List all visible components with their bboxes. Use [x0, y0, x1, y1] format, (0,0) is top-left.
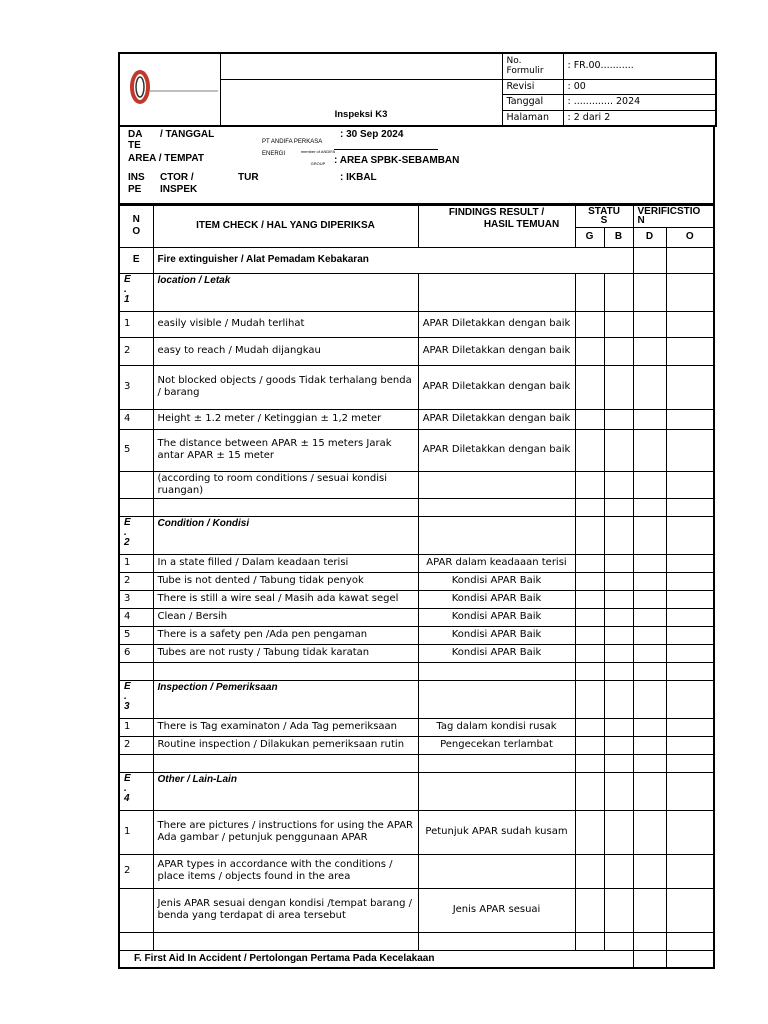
subsection-header: [119, 680, 714, 718]
check-cell: [633, 680, 666, 718]
row-item: Tubes are not rusty / Tabung tidak karatan: [153, 644, 418, 662]
check-cell: [604, 888, 633, 932]
check-cell: [666, 554, 714, 572]
empty-cell: [604, 754, 633, 772]
check-cell: [604, 590, 633, 608]
check-cell: [575, 680, 604, 718]
col-findings: FINDINGS RESULT / HASIL TEMUAN: [418, 205, 575, 247]
check-cell: [575, 572, 604, 590]
check-cell: [604, 554, 633, 572]
check-cell: [604, 644, 633, 662]
empty-cell: [604, 932, 633, 950]
empty-cell: [119, 498, 153, 516]
empty-cell: [153, 662, 418, 680]
row-finding: APAR Diletakkan dengan baik: [418, 365, 575, 409]
row-no: 5: [119, 626, 153, 644]
check-cell: [575, 337, 604, 365]
check-cell: [633, 365, 666, 409]
inspector-value: : IKBAL: [340, 171, 377, 183]
check-cell: [666, 772, 714, 810]
empty-cell: [604, 498, 633, 516]
check-cell: [666, 516, 714, 554]
check-cell: [575, 590, 604, 608]
table-row: [119, 409, 714, 429]
check-cell: [633, 736, 666, 754]
findings-cell: [418, 516, 575, 554]
empty-cell: [633, 754, 666, 772]
row-finding: APAR Diletakkan dengan baik: [418, 311, 575, 337]
check-cell: [575, 888, 604, 932]
check-cell: [666, 810, 714, 854]
info-block: [118, 127, 715, 205]
table-row: [119, 718, 714, 736]
check-cell: [633, 471, 666, 498]
row-no: 6: [119, 644, 153, 662]
row-finding: APAR dalam keadaaan terisi: [418, 554, 575, 572]
table-row: [119, 590, 714, 608]
field-label: Tanggal: [502, 94, 563, 110]
check-cell: [666, 471, 714, 498]
row-no: 1: [119, 810, 153, 854]
row-no: 1: [119, 554, 153, 572]
check-cell: [604, 273, 633, 311]
empty-cell: [666, 498, 714, 516]
empty-cell: [604, 662, 633, 680]
check-cell: [666, 680, 714, 718]
check-cell: [575, 409, 604, 429]
subsection-header: [119, 273, 714, 311]
check-cell: [575, 365, 604, 409]
check-cell: [604, 516, 633, 554]
row-no: 3: [119, 590, 153, 608]
inspection-form: [118, 52, 715, 969]
field-value: : 00: [563, 79, 716, 94]
inspector-label-c: TUR: [238, 171, 259, 183]
row-finding: [418, 854, 575, 888]
check-cell: [633, 590, 666, 608]
check-cell: [633, 644, 666, 662]
row-item: (according to room conditions / sesuai kondisi ruangan): [153, 471, 418, 498]
e2-section: [119, 516, 714, 680]
subsection-no: E . 2: [119, 516, 153, 554]
check-cell: [666, 608, 714, 626]
inspector-label-e: INSPEK: [160, 183, 198, 195]
check-cell: [604, 409, 633, 429]
section-e-no: E: [119, 247, 153, 273]
empty-cell: [575, 754, 604, 772]
row-no: 4: [119, 608, 153, 626]
check-cell: [633, 311, 666, 337]
inspector-label-a: INS: [128, 171, 145, 183]
table-row: [119, 471, 714, 498]
row-no: 2: [119, 337, 153, 365]
check-cell: [575, 273, 604, 311]
row-item: There are pictures / instructions for using the APAR Ada gambar / petunjuk penggunaan APAR: [153, 810, 418, 854]
section-e-title: Fire extinguisher / Alat Pemadam Kebakaran: [153, 247, 633, 273]
table-row: [119, 644, 714, 662]
table-row: [119, 810, 714, 854]
row-item: In a state filled / Dalam keadaan terisi: [153, 554, 418, 572]
empty-cell: [633, 662, 666, 680]
col-no: N O: [119, 205, 153, 247]
subsection-no: E . 4: [119, 772, 153, 810]
check-cell: [666, 365, 714, 409]
row-no: 2: [119, 854, 153, 888]
subsection-no: E . 3: [119, 680, 153, 718]
table-row: [119, 554, 714, 572]
empty-cell: [418, 498, 575, 516]
blank-row: [119, 754, 714, 772]
check-cell: [666, 590, 714, 608]
e1-section: [119, 273, 714, 516]
check-cell: [575, 626, 604, 644]
row-item: APAR types in accordance with the conditions / place items / objects found in the area: [153, 854, 418, 888]
table-row: [119, 854, 714, 888]
col-b: B: [604, 227, 633, 247]
check-cell: [633, 608, 666, 626]
check-cell: [575, 810, 604, 854]
row-no: 4: [119, 409, 153, 429]
table-row: [119, 311, 714, 337]
check-cell: [575, 854, 604, 888]
check-cell: [604, 772, 633, 810]
check-cell: [633, 772, 666, 810]
check-cell: [604, 718, 633, 736]
row-finding: Kondisi APAR Baik: [418, 572, 575, 590]
empty-cell: [666, 662, 714, 680]
empty-cell: [666, 754, 714, 772]
row-no: [119, 888, 153, 932]
area-label: AREA / TEMPAT: [128, 152, 204, 164]
empty-cell: [633, 932, 666, 950]
table-row: [119, 572, 714, 590]
check-cell: [666, 311, 714, 337]
empty-cell: [153, 932, 418, 950]
check-cell: [633, 429, 666, 471]
col-item: ITEM CHECK / HAL YANG DIPERIKSA: [153, 205, 418, 247]
row-finding: APAR Diletakkan dengan baik: [418, 429, 575, 471]
row-finding: Jenis APAR sesuai: [418, 888, 575, 932]
table-row: [119, 626, 714, 644]
row-item: Jenis APAR sesuai dengan kondisi /tempat barang / benda yang terdapat di area tersebut: [153, 888, 418, 932]
table-row: [119, 888, 714, 932]
check-cell: [666, 718, 714, 736]
subsection-title: Other / Lain-Lain: [153, 772, 418, 810]
check-cell: [575, 554, 604, 572]
col-d: D: [633, 227, 666, 247]
check-cell: [575, 429, 604, 471]
check-cell: [633, 554, 666, 572]
row-item: There is a safety pen /Ada pen pengaman: [153, 626, 418, 644]
col-g: G: [575, 227, 604, 247]
row-item: easily visible / Mudah terlihat: [153, 311, 418, 337]
field-value: : 2 dari 2: [563, 110, 716, 126]
row-item: easy to reach / Mudah dijangkau: [153, 337, 418, 365]
row-finding: APAR Diletakkan dengan baik: [418, 409, 575, 429]
row-finding: Kondisi APAR Baik: [418, 644, 575, 662]
field-value: : ............. 2024: [563, 94, 716, 110]
form-title: Inspeksi K3: [220, 79, 502, 126]
section-f-title: F. First Aid In Accident / Pertolongan Pertama Pada Kecelakaan: [119, 950, 633, 968]
empty-cell: [575, 932, 604, 950]
findings-cell: [418, 680, 575, 718]
col-o: O: [666, 227, 714, 247]
subsection-title: Inspection / Pemeriksaan: [153, 680, 418, 718]
row-finding: [418, 471, 575, 498]
row-item: Clean / Bersih: [153, 608, 418, 626]
check-cell: [633, 572, 666, 590]
check-cell: [633, 273, 666, 311]
date-label-b: / TANGGAL: [160, 128, 215, 140]
check-cell: [666, 273, 714, 311]
findings-cell: [418, 772, 575, 810]
check-cell: [604, 311, 633, 337]
subsection-header: [119, 516, 714, 554]
check-cell: [575, 516, 604, 554]
row-no: 3: [119, 365, 153, 409]
subsection-no: E . 1: [119, 273, 153, 311]
check-cell: [575, 644, 604, 662]
check-cell: [604, 736, 633, 754]
e3-section: [119, 680, 714, 772]
row-no: 2: [119, 572, 153, 590]
row-finding: APAR Diletakkan dengan baik: [418, 337, 575, 365]
table-row: [119, 429, 714, 471]
check-cell: [633, 626, 666, 644]
check-cell: [633, 854, 666, 888]
check-cell: [604, 471, 633, 498]
row-item: Height ± 1.2 meter / Ketinggian ± 1,2 meter: [153, 409, 418, 429]
checklist-table: [118, 205, 715, 970]
row-no: [119, 471, 153, 498]
blank-row: [119, 498, 714, 516]
empty-cell: [575, 662, 604, 680]
blank-row: [119, 662, 714, 680]
table-row: [119, 337, 714, 365]
empty-cell: [666, 932, 714, 950]
check-cell: [666, 409, 714, 429]
col-verification: VERIFICSTIO N: [633, 205, 714, 227]
check-cell: [575, 772, 604, 810]
check-cell: [575, 471, 604, 498]
blank-row: [119, 932, 714, 950]
check-cell: [666, 429, 714, 471]
check-cell: [633, 337, 666, 365]
check-cell: [604, 680, 633, 718]
subsection-title: Condition / Kondisi: [153, 516, 418, 554]
empty-cell: [119, 662, 153, 680]
empty-cell: [575, 498, 604, 516]
check-cell: [604, 572, 633, 590]
date-value: : 30 Sep 2024: [340, 128, 404, 140]
check-cell: [666, 572, 714, 590]
empty-cell: [418, 754, 575, 772]
subsection-title: location / Letak: [153, 273, 418, 311]
row-finding: Petunjuk APAR sudah kusam: [418, 810, 575, 854]
andifa-logo-icon: [124, 65, 220, 109]
check-cell: [633, 888, 666, 932]
findings-cell: [418, 273, 575, 311]
check-cell: [604, 337, 633, 365]
table-row: [119, 736, 714, 754]
row-no: 5: [119, 429, 153, 471]
field-label: Revisi: [502, 79, 563, 94]
check-cell: [666, 854, 714, 888]
row-item: Not blocked objects / goods Tidak terhalang benda / barang: [153, 365, 418, 409]
empty-cell: [418, 932, 575, 950]
check-cell: [633, 409, 666, 429]
check-cell: [575, 311, 604, 337]
row-item: There is still a wire seal / Masih ada kawat segel: [153, 590, 418, 608]
empty-cell: [119, 932, 153, 950]
check-cell: [666, 644, 714, 662]
empty-cell: [153, 498, 418, 516]
field-label: No. Formulir: [502, 53, 563, 79]
row-no: 2: [119, 736, 153, 754]
date-label-c: TE: [128, 139, 141, 151]
check-cell: [633, 810, 666, 854]
row-finding: Kondisi APAR Baik: [418, 626, 575, 644]
check-cell: [604, 626, 633, 644]
e4-section: [119, 772, 714, 950]
row-item: Routine inspection / Dilakukan pemeriksaan rutin: [153, 736, 418, 754]
date-label: DA: [128, 128, 143, 140]
row-item: There is Tag examinaton / Ada Tag pemeriksaan: [153, 718, 418, 736]
empty-cell: [119, 754, 153, 772]
row-finding: Kondisi APAR Baik: [418, 608, 575, 626]
check-cell: [604, 608, 633, 626]
company-logo: PT ANDIFA PERKASA ENERGI member of ANDIFA GROUP: [119, 53, 220, 126]
check-cell: [604, 365, 633, 409]
subsection-header: [119, 772, 714, 810]
row-finding: Kondisi APAR Baik: [418, 590, 575, 608]
row-item: Tube is not dented / Tabung tidak penyok: [153, 572, 418, 590]
area-value: : AREA SPBK-SEBAMBAN: [334, 154, 460, 166]
check-cell: [604, 810, 633, 854]
check-cell: [575, 718, 604, 736]
check-cell: [633, 516, 666, 554]
check-cell: [633, 718, 666, 736]
row-finding: Tag dalam kondisi rusak: [418, 718, 575, 736]
check-cell: [666, 337, 714, 365]
inspector-label-b: CTOR /: [160, 171, 194, 183]
table-row: [119, 608, 714, 626]
check-cell: [666, 626, 714, 644]
empty-cell: [153, 754, 418, 772]
empty-cell: [418, 662, 575, 680]
check-cell: [575, 608, 604, 626]
row-finding: Pengecekan terlambat: [418, 736, 575, 754]
table-row: [119, 365, 714, 409]
row-no: 1: [119, 311, 153, 337]
row-no: 1: [119, 718, 153, 736]
field-value: : FR.00...........: [563, 53, 716, 79]
check-cell: [575, 736, 604, 754]
check-cell: [666, 736, 714, 754]
check-cell: [604, 854, 633, 888]
field-label: Halaman: [502, 110, 563, 126]
inspector-label-d: PE: [128, 183, 142, 195]
empty-cell: [633, 498, 666, 516]
row-item: The distance between APAR ± 15 meters Jarak antar APAR ± 15 meter: [153, 429, 418, 471]
check-cell: [666, 888, 714, 932]
col-status: STATU S: [575, 205, 633, 227]
check-cell: [604, 429, 633, 471]
